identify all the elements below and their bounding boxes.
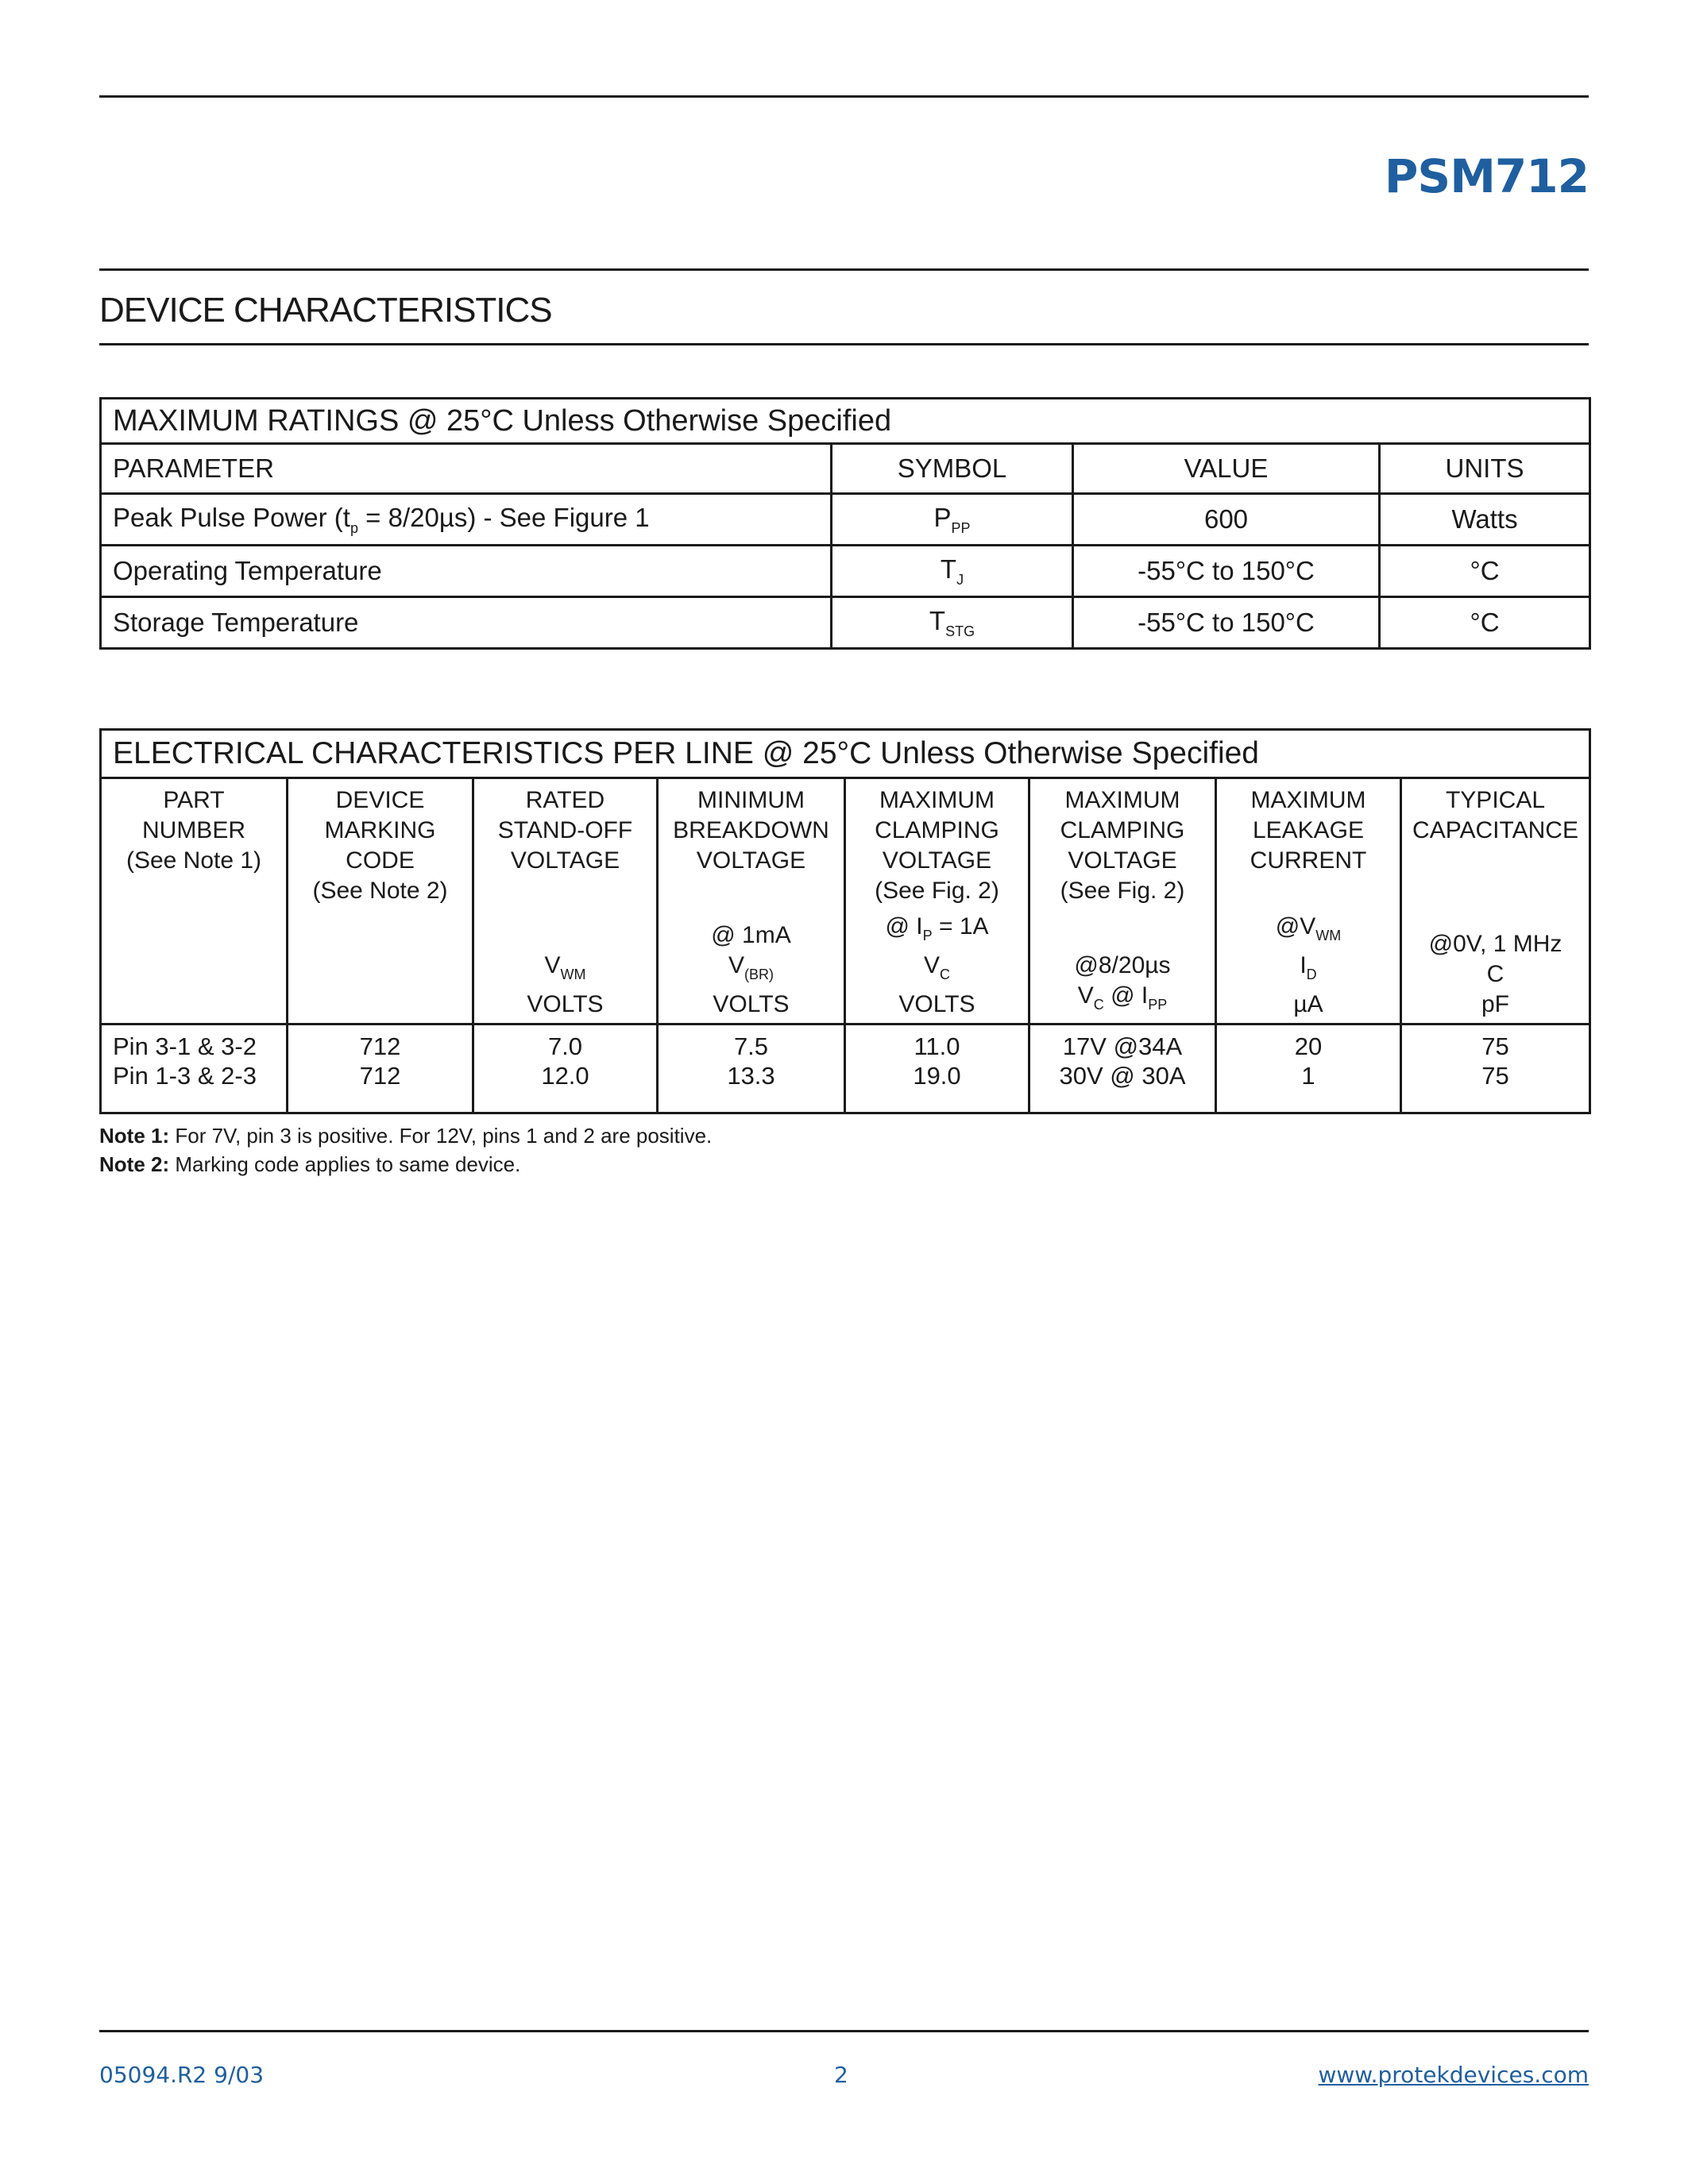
part-number-cell: Pin 3-1 & 3-2 Pin 1-3 & 2-3 [101,1024,288,1113]
footer-rule [99,2030,1589,2032]
clamping-voltage-cell: 11.0 19.0 [845,1024,1029,1113]
units-cell: Watts [1380,494,1590,546]
symbol-cell: $T_{STG}$ [832,597,1073,649]
table-row [101,1024,1590,1113]
leakage-current-cell: 20 1 [1216,1024,1401,1113]
table-row [101,546,1590,597]
units-cell: °C [1380,597,1590,649]
marking-code-cell: 712 712 [288,1024,473,1113]
header-leakage-current: MAXIMUM LEAKAGE CURRENT $@V_{WM}$ $I_D$ µA [1216,778,1401,1024]
capacitance-cell: 75 75 [1401,1024,1590,1113]
footer-website-link[interactable]: www.protekdevices.com [1318,2062,1589,2088]
parameter-cell: Peak Pulse Power $(t_p = 8/20\mu s)$ - See Figure 1 [101,494,832,546]
max-ratings-table [99,397,1591,650]
max-ratings-caption: MAXIMUM RATINGS @ 25°C Unless Otherwise Specified [101,399,1590,444]
section-bottom-rule [99,343,1589,345]
symbol-cell: $P_{PP}$ [832,494,1073,546]
product-title: PSM712 [1384,149,1589,203]
footer-page-number: 2 [834,2062,848,2088]
notes [99,1121,712,1179]
parameter-cell: Storage Temperature [101,597,832,649]
header-capacitance: TYPICAL CAPACITANCE @0V, 1 MHz C pF [1401,778,1590,1024]
header-symbol: SYMBOL [832,444,1073,494]
value-cell: -55°C to 150°C [1073,546,1380,597]
header-standoff-voltage: RATED STAND-OFF VOLTAGE $V_{WM}$ VOLTS [473,778,658,1024]
header-device-marking: DEVICE MARKING CODE (See Note 2) [288,778,473,1024]
value-cell: 600 [1073,494,1380,546]
symbol-cell: $T_J$ [832,546,1073,597]
section-top-rule [99,268,1589,271]
parameter-cell: Operating Temperature [101,546,832,597]
units-cell: °C [1380,546,1590,597]
note-1: Note 1: For 7V, pin 3 is positive. For 12V, pins 1 and 2 are positive. [99,1124,713,1148]
header-clamping-voltage-1: MAXIMUM CLAMPING VOLTAGE (See Fig. 2) @ $I_P = 1A$ $V_C$ VOLTS [845,778,1029,1024]
header-parameter: PARAMETER [101,444,832,494]
header-clamping-voltage-2: MAXIMUM CLAMPING VOLTAGE (See Fig. 2) @8/20µs $V_C$ @ $I_{PP}$ [1029,778,1216,1024]
header-value: VALUE [1073,444,1380,494]
electrical-characteristics-table [99,728,1591,1114]
value-cell: -55°C to 150°C [1073,597,1380,649]
top-rule [99,95,1589,98]
electrical-caption: ELECTRICAL CHARACTERISTICS PER LINE @ 25°C Unless Otherwise Specified [101,730,1590,778]
table-row [101,597,1590,649]
footer-doc-code: 05094.R2 9/03 [99,2062,265,2088]
note-2: Note 2: Marking code applies to same device. [99,1152,521,1176]
header-part-number: PART NUMBER (See Note 1) [101,778,288,1024]
clamping-voltage-8-20-cell: 17V @34A 30V @ 30A [1029,1024,1216,1113]
header-units: UNITS [1380,444,1590,494]
breakdown-voltage-cell: 7.5 13.3 [658,1024,845,1113]
header-breakdown-voltage: MINIMUM BREAKDOWN VOLTAGE @ 1mA $V_{(BR)}$ VOLTS [658,778,845,1024]
table-row [101,494,1590,546]
standoff-voltage-cell: 7.0 12.0 [473,1024,658,1113]
section-title: DEVICE CHARACTERISTICS [99,291,552,330]
